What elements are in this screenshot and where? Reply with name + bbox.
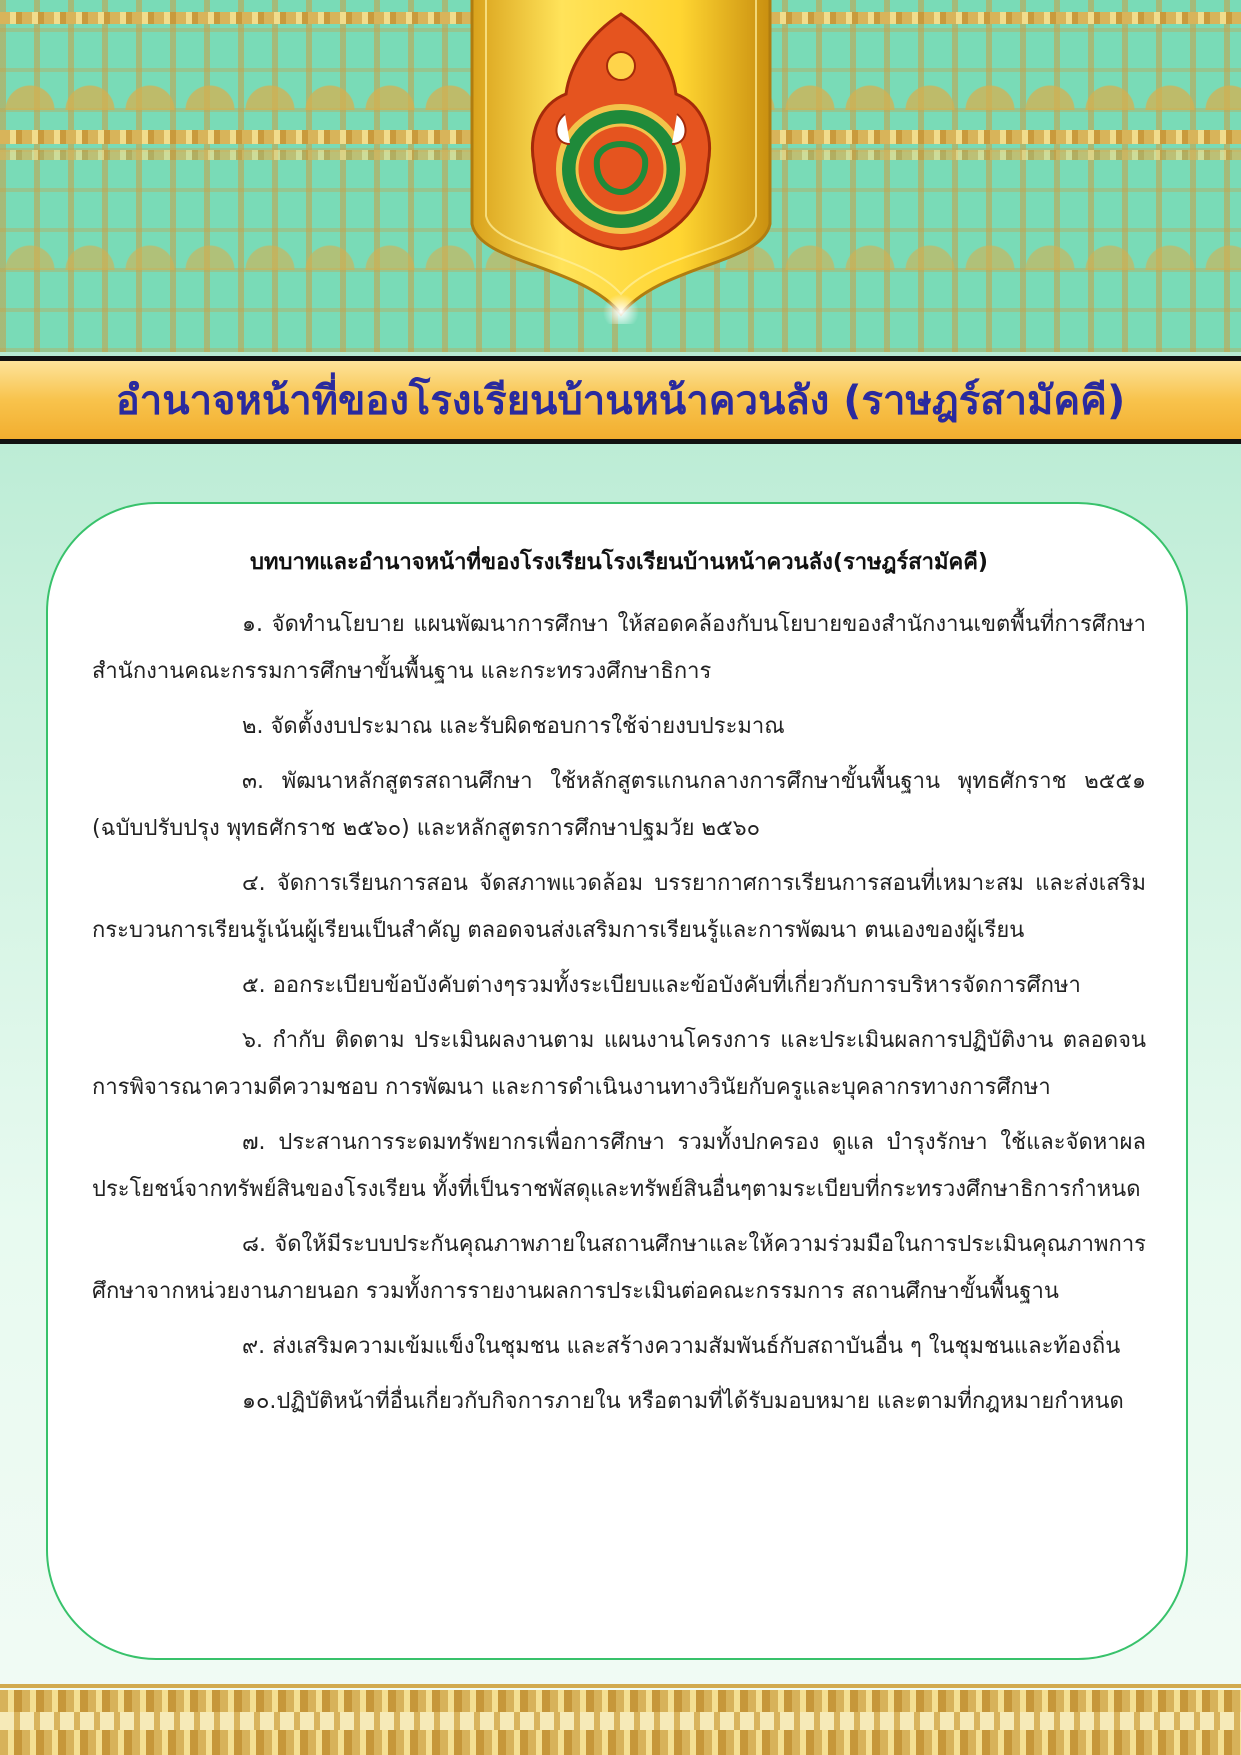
list-item: ๘. จัดให้มีระบบประกันคุณภาพภายในสถานศึกษาและให้ความร่วมมือในการประเมินคุณภาพการศึกษาจากหน่วยงานภายนอก รวมทั้งการรายงานผลการประเมินต่อคณะกรรมการ สถานศึกษาขั้นพื้นฐาน — [92, 1232, 1146, 1304]
list-item: ๕. ออกระเบียบข้อบังคับต่างๆรวมทั้งระเบียบและข้อบังคับที่เกี่ยวกับการบริหารจัดการศึกษา — [242, 973, 1081, 998]
list-item: ๑. จัดทำนโยบาย แผนพัฒนาการศึกษา ให้สอดคล้องกับนโยบายของสำนักงานเขตพื้นที่การศึกษา สำนักงานคณะกรรมการศึกษาขั้นพื้นฐาน และกระทรวงศึกษาธิการ — [92, 612, 1146, 684]
title-bar — [0, 356, 1241, 444]
document-heading: บทบาทและอำนาจหน้าที่ของโรงเรียนโรงเรียนบ้านหน้าควนลัง(ราษฎร์สามัคคี) — [250, 550, 988, 575]
footer-ornament — [0, 1690, 1241, 1755]
list-item: ๔. จัดการเรียนการสอน จัดสภาพแวดล้อม บรรยากาศการเรียนการสอนที่เหมาะสม และส่งเสริม กระบวนการเรียนรู้เน้นผู้เรียนเป็นสำคัญ ตลอดจนส่งเสริมการเรียนรู้และการพัฒนา ตนเองของผู้เรียน — [92, 871, 1146, 943]
list-item: ๑๐.ปฏิบัติหน้าที่อื่นเกี่ยวกับกิจการภายใน หรือตามที่ได้รับมอบหมาย และตามที่กฎหมายกำหนด — [242, 1389, 1124, 1414]
list-item: ๓. พัฒนาหลักสูตรสถานศึกษา ใช้หลักสูตรแกนกลางการศึกษาขั้นพื้นฐาน พุทธศักราช ๒๕๕๑ (ฉบับปรับปรุง พุทธศักราช ๒๕๖๐) และหลักสูตรการศึกษาปฐมวัย ๒๕๖๐ — [92, 769, 1146, 841]
list-item: ๙. ส่งเสริมความเข้มแข็งในชุมชน และสร้างความสัมพันธ์กับสถาบันอื่น ๆ ในชุมชนและท้องถิ่น — [242, 1334, 1121, 1359]
header-banner — [0, 0, 1241, 352]
page-title: อำนาจหน้าที่ของโรงเรียนบ้านหน้าควนลัง (ราษฎร์สามัคคี) — [115, 378, 1126, 424]
list-item: ๗. ประสานการระดมทรัพยากรเพื่อการศึกษา รวมทั้งปกครอง ดูแล บำรุงรักษา ใช้และจัดหาผลประโยชน์จากทรัพย์สินของโรงเรียน ทั้งที่เป็นราชพัสดุและทรัพย์สินอื่นๆตามระเบียบที่กระทรวงศึกษาธิการกำหนด — [92, 1130, 1146, 1202]
ornament-band — [0, 1712, 1241, 1730]
list-item: ๖. กำกับ ติดตาม ประเมินผลงานตาม แผนงานโครงการ และประเมินผลการปฏิบัติงาน ตลอดจน การพิจารณาความดีความชอบ การพัฒนา และการดำเนินงานทางวินัยกับครูและบุคลากรทางการศึกษา — [92, 1028, 1146, 1100]
content-card — [46, 502, 1188, 1660]
gold-shield — [462, 0, 780, 324]
list-item: ๒. จัดตั้งงบประมาณ และรับผิดชอบการใช้จ่ายงบประมาณ — [242, 714, 785, 739]
